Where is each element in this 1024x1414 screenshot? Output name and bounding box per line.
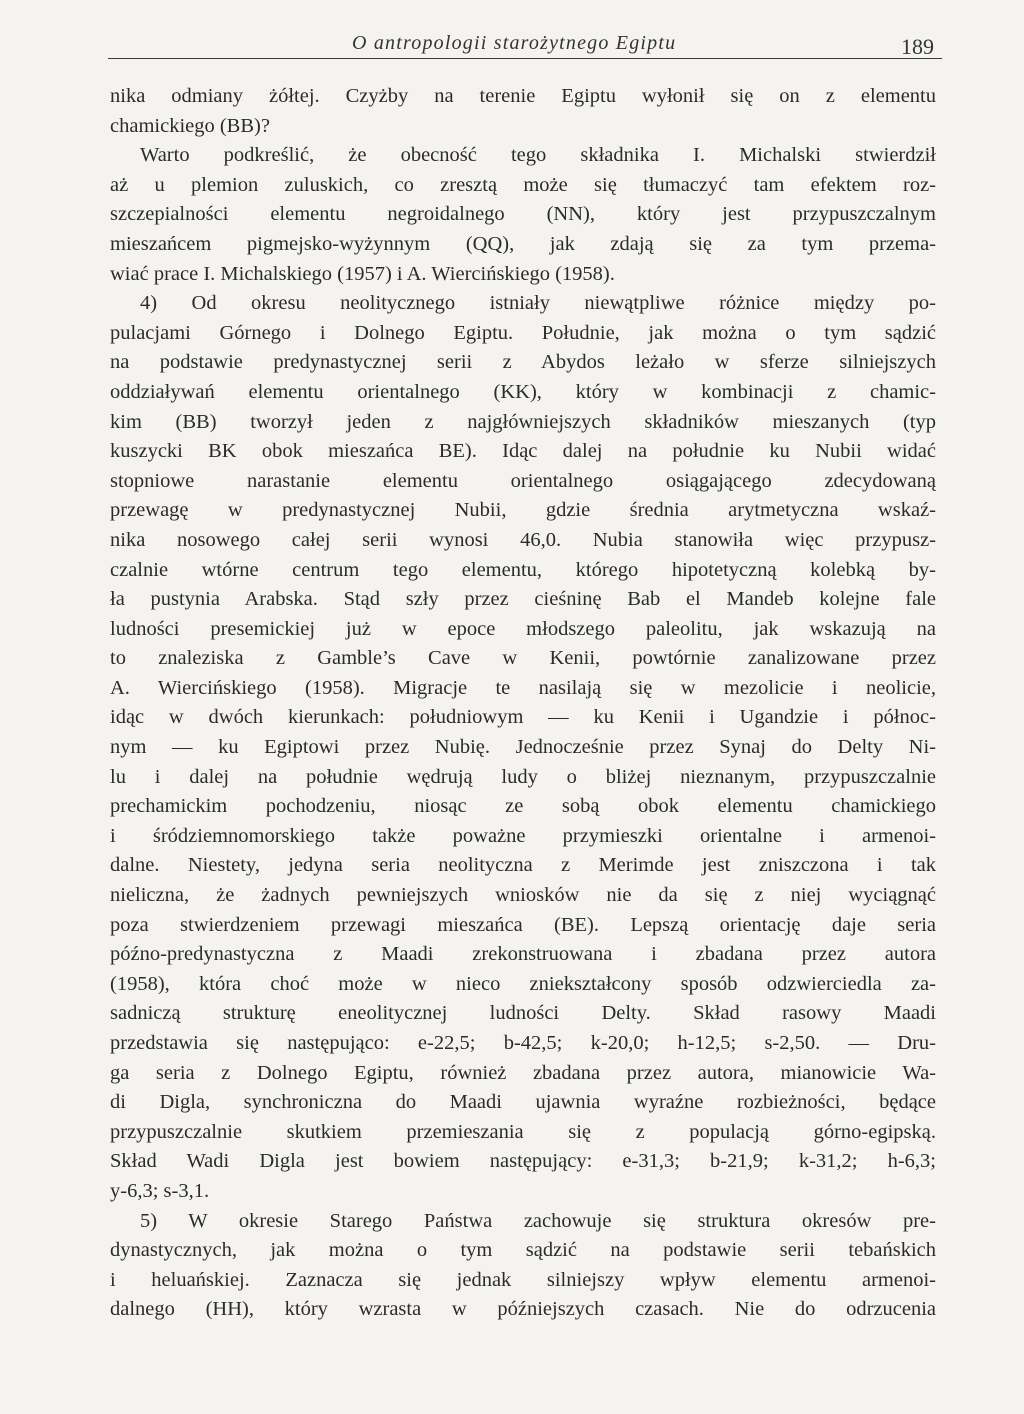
text-line: chamickiego (BB)?: [110, 114, 270, 137]
text-line: ga seria z Dolnego Egiptu, również zbadana przez autora, mianowicie Wa-: [110, 1061, 936, 1084]
text-line: di Digla, synchroniczna do Maadi ujawnia wyraźne rozbieżności, będące: [110, 1091, 936, 1114]
running-header: [108, 26, 942, 59]
paragraph-first-line: Warto podkreślić, że obecność tego składnika I. Michalski stwierdził: [140, 144, 936, 167]
running-title: O antropologii starożytnego Egiptu: [352, 32, 677, 54]
text-line: lu i dalej na południe wędrują ludy o bliżej nieznanym, przypuszczalnie: [110, 765, 936, 788]
text-line: późno-predynastyczna z Maadi zrekonstruowana i zbadana przez autora: [110, 943, 936, 966]
text-line: nika nosowego całej serii wynosi 46,0. Nubia stanowiła więc przypusz-: [110, 528, 936, 551]
text-line: aż u plemion zuluskich, co zresztą może się tłumaczyć tam efektem roz-: [110, 173, 936, 196]
text-line: i śródziemnomorskiego także poważne przymieszki orientalne i armenoi-: [110, 824, 936, 847]
text-line: oddziaływań elementu orientalnego (KK), który w kombinacji z chamic-: [110, 380, 936, 403]
text-line: przedstawia się następująco: e-22,5; b-42,5; k-20,0; h-12,5; s-2,50. — Dru-: [110, 1032, 936, 1054]
text-line: dalnego (HH), który wzrasta w późniejszych czasach. Nie do odrzucenia: [110, 1298, 936, 1321]
paragraph-first-line: 5) W okresie Starego Państwa zachowuje się struktura okresów pre-: [140, 1209, 936, 1232]
text-line: kuszycki BK obok mieszańca BE). Idąc dalej na południe ku Nubii widać: [110, 440, 936, 463]
text-line: dynastycznych, jak można o tym sądzić na podstawie serii tebańskich: [110, 1239, 936, 1262]
text-line: y-6,3; s-3,1.: [110, 1179, 210, 1202]
text-line: A. Wiercińskiego (1958). Migracje te nasilają się w mezolicie i neolicie,: [110, 676, 936, 699]
text-line: idąc w dwóch kierunkach: południowym — ku Kenii i Ugandzie i północ-: [110, 706, 936, 729]
page-number: 189: [901, 34, 934, 59]
text-line: ludności presemickiej już w epoce młodszego paleolitu, jak wskazują na: [110, 617, 936, 640]
text-line: prechamickim pochodzeniu, niosąc ze sobą obok elementu chamickiego: [110, 795, 936, 818]
text-line: przypuszczalnie skutkiem przemieszania się z populacją górno-egipską.: [110, 1120, 936, 1143]
text-line: sadniczą strukturę eneolitycznej ludności Delty. Skład rasowy Maadi: [110, 1002, 936, 1025]
text-line: szczepialności elementu negroidalnego (NN), który jest przypuszczalnym: [110, 203, 936, 226]
text-line: dalne. Niestety, jedyna seria neolityczna z Merimde jest zniszczona i tak: [110, 854, 936, 877]
text-line: pulacjami Górnego i Dolnego Egiptu. Południe, jak można o tym sądzić: [110, 321, 936, 344]
text-line: poza stwierdzeniem przewagi mieszańca (BE). Lepszą orientację daje seria: [110, 913, 936, 936]
text-line: to znaleziska z Gamble’s Cave w Kenii, powtórnie zanalizowane przez: [110, 647, 936, 670]
text-line: nika odmiany żółtej. Czyżby na terenie Egiptu wyłonił się on z elementu: [110, 85, 936, 107]
text-line: i heluańskiej. Zaznacza się jednak silniejszy wpływ elementu armenoi-: [110, 1268, 936, 1291]
text-line: przewagę w predynastycznej Nubii, gdzie średnia arytmetyczna wskaź-: [110, 499, 936, 522]
text-line: stopniowe narastanie elementu orientalnego osiągającego zdecydowaną: [110, 469, 936, 492]
text-line: Skład Wadi Digla jest bowiem następujący: e-31,3; b-21,9; k-31,2; h-6,3;: [110, 1150, 936, 1173]
text-line: kim (BB) tworzył jeden z najgłówniejszych składników mieszanych (typ: [110, 410, 936, 433]
text-line: ła pustynia Arabska. Stąd szły przez cieśninę Bab el Mandeb kolejne fale: [110, 588, 936, 611]
text-line: czalnie wtórne centrum tego elementu, którego hipotetyczną kolebką by-: [110, 558, 936, 581]
text-line: wiać prace I. Michalskiego (1957) i A. Wiercińskiego (1958).: [110, 262, 615, 285]
body-text: [110, 82, 936, 1325]
text-line: nieliczna, że żadnych pewniejszych wniosków nie da się z niej wyciągnąć: [110, 884, 936, 907]
paragraph-first-line: 4) Od okresu neolitycznego istniały niewątpliwe różnice między po-: [140, 292, 936, 315]
text-line: nym — ku Egiptowi przez Nubię. Jednocześnie przez Synaj do Delty Ni-: [110, 736, 936, 759]
text-line: na podstawie predynastycznej serii z Abydos leżało w sferze silniejszych: [110, 351, 936, 374]
text-line: (1958), która choć może w nieco zniekształcony sposób odzwierciedla za-: [110, 972, 936, 995]
text-line: mieszańcem pigmejsko-wyżynnym (QQ), jak zdają się za tym przema-: [110, 232, 936, 255]
